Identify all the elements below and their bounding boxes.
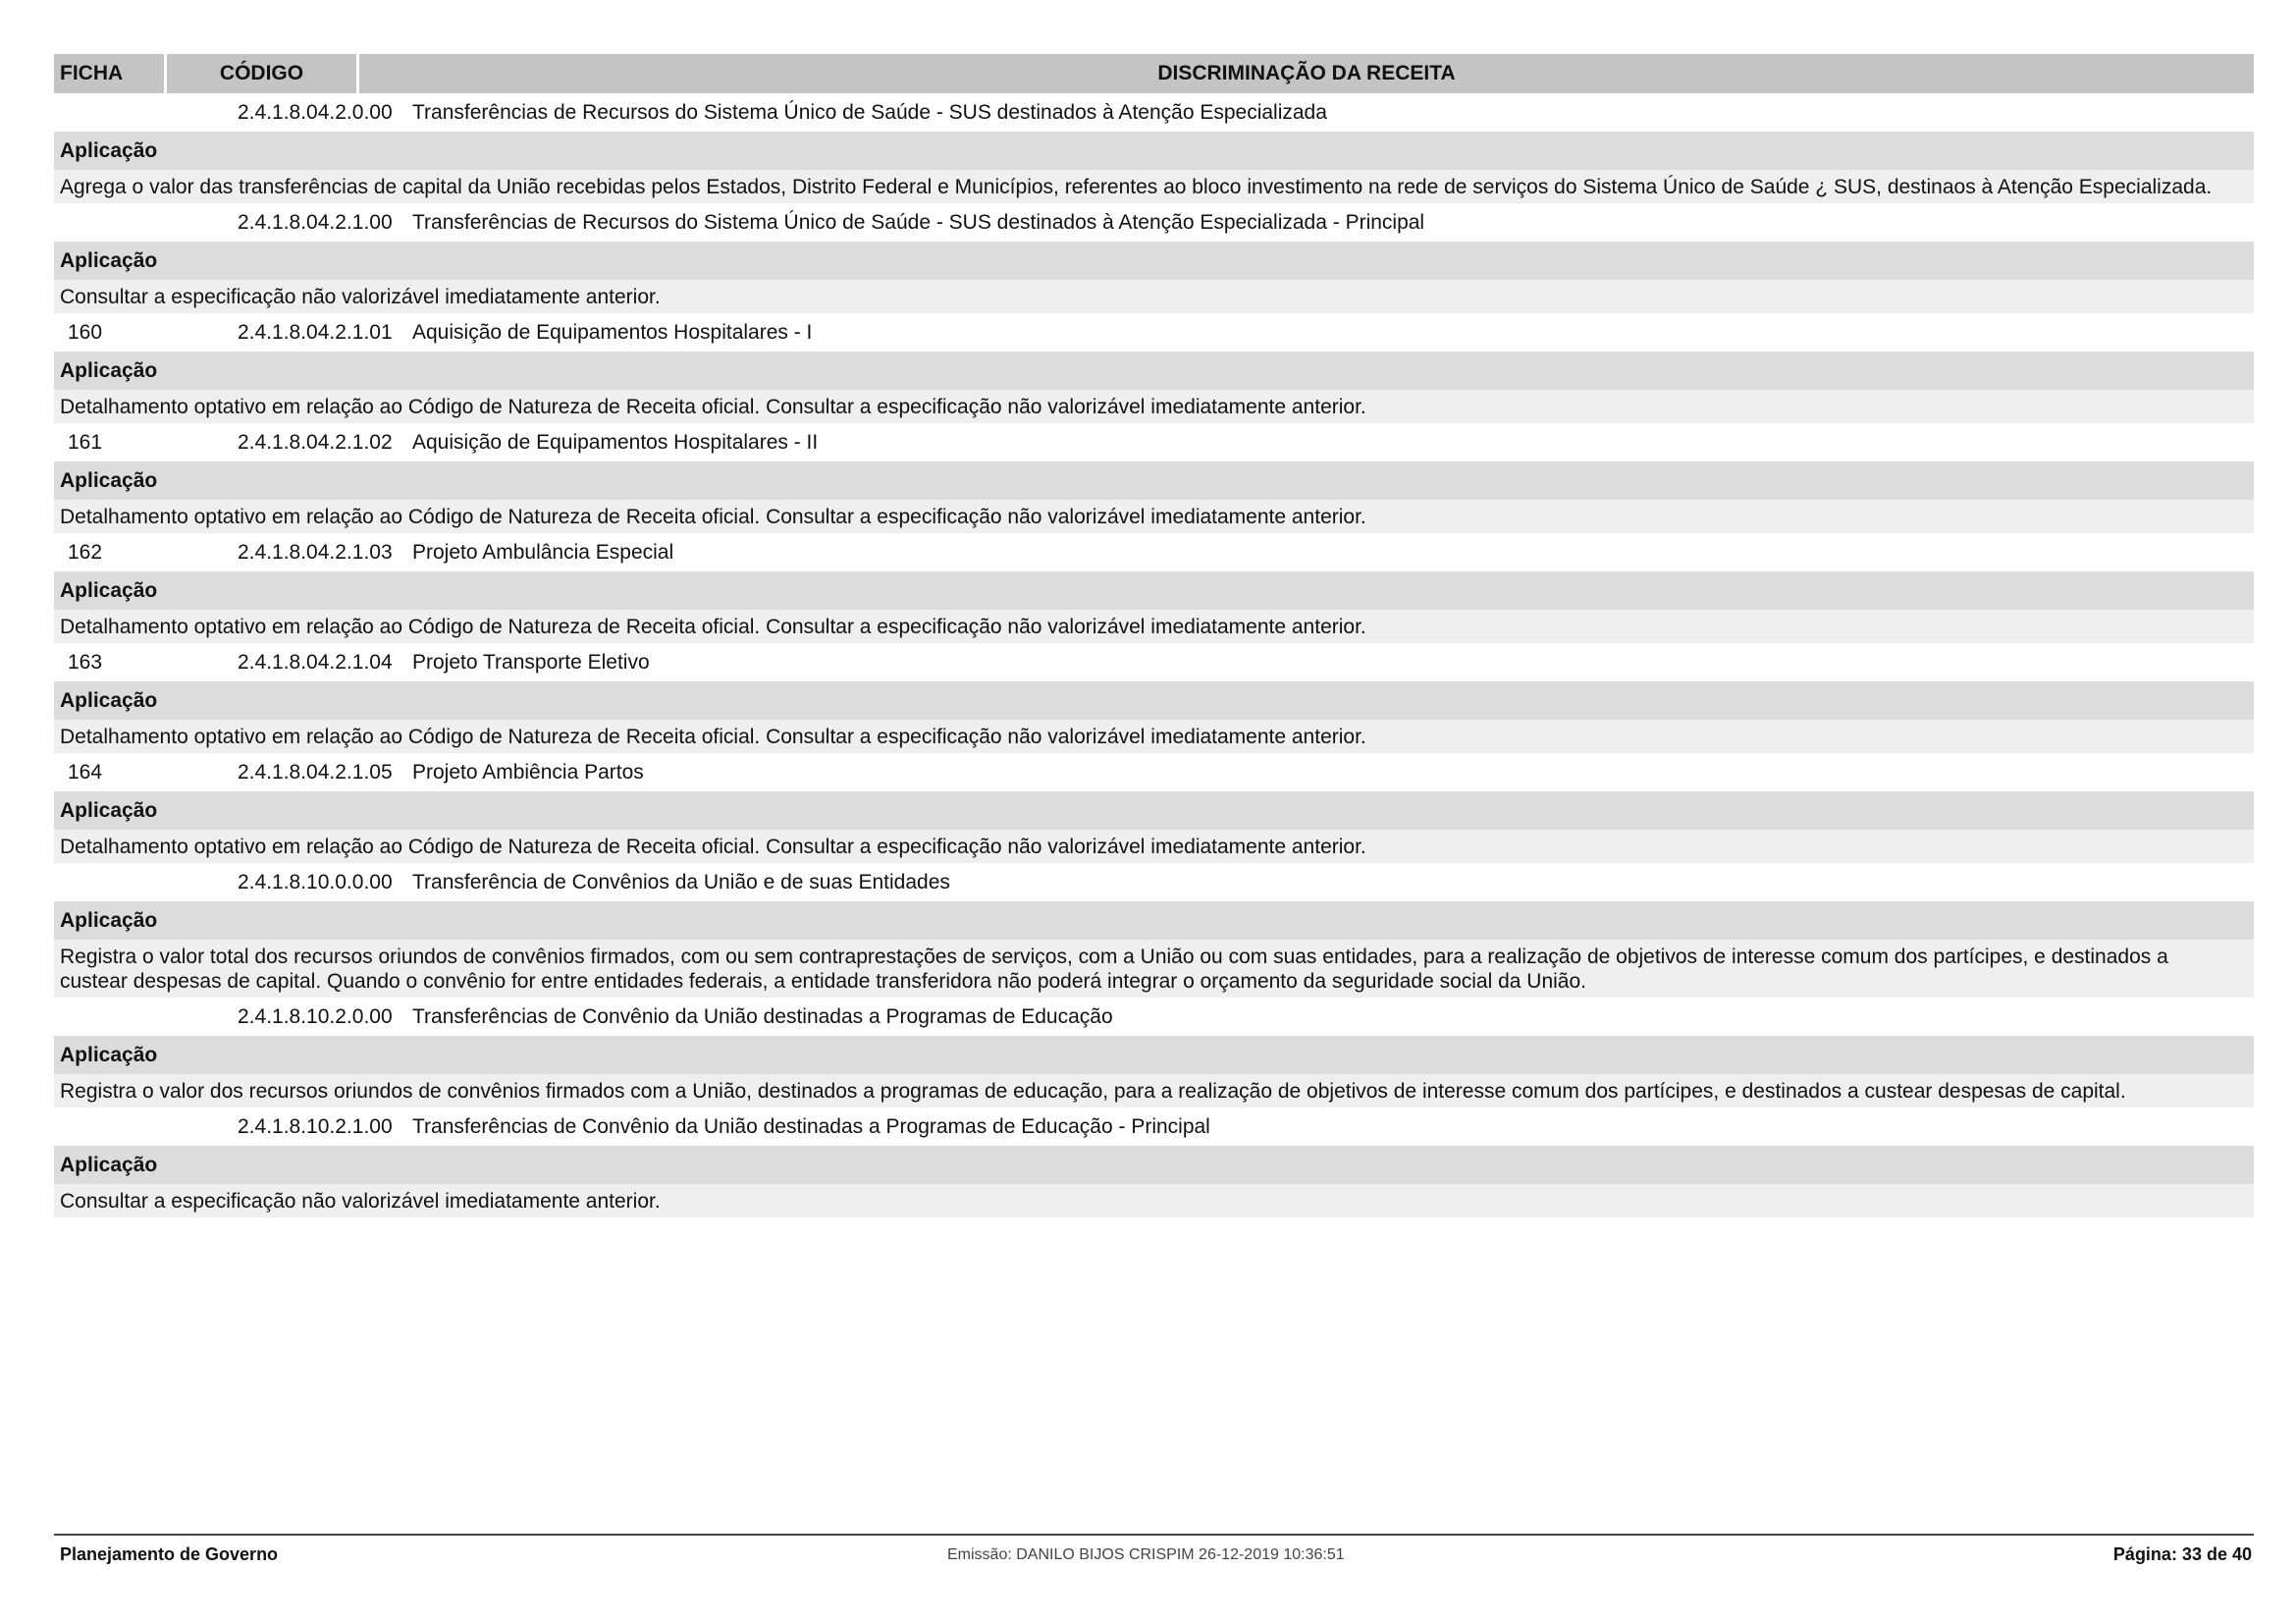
revenue-description: Transferências de Convênio da União destinadas a Programas de Educação - Principal (412, 1114, 1210, 1138)
aplicacao-label: Aplicação (54, 1036, 2254, 1074)
revenue-ficha: 163 (68, 650, 103, 674)
aplicacao-text: Detalhamento optativo em relação ao Código de Natureza de Receita oficial. Consultar a especificação não valorizável imediatamente anterior. (54, 500, 2254, 533)
revenue-row (54, 863, 2254, 901)
aplicacao-text: Consultar a especificação não valorizável imediatamente anterior. (54, 280, 2254, 313)
revenue-row (54, 998, 2254, 1036)
revenue-code: 2.4.1.8.04.2.1.01 (238, 320, 393, 344)
aplicacao-label: Aplicação (54, 791, 2254, 830)
header-discriminacao: DISCRIMINAÇÃO DA RECEITA (1157, 62, 1456, 84)
aplicacao-text: Detalhamento optativo em relação ao Código de Natureza de Receita oficial. Consultar a especificação não valorizável imediatamente anterior. (54, 390, 2254, 423)
aplicacao-label: Aplicação (54, 242, 2254, 280)
revenue-code: 2.4.1.8.04.2.1.04 (238, 650, 393, 674)
footer-emission: Emissão: DANILO BIJOS CRISPIM 26-12-2019 10:36:51 (947, 1546, 1345, 1563)
footer-divider (54, 1534, 2254, 1536)
revenue-description: Projeto Ambulância Especial (412, 540, 674, 564)
revenue-row (54, 423, 2254, 461)
table-body (54, 93, 2254, 1217)
revenue-description: Transferências de Convênio da União destinadas a Programas de Educação (412, 1004, 1113, 1028)
aplicacao-label: Aplicação (54, 1146, 2254, 1184)
revenue-row (54, 533, 2254, 571)
aplicacao-label: Aplicação (54, 352, 2254, 390)
revenue-description: Transferências de Recursos do Sistema Único de Saúde - SUS destinados à Atenção Especializada (412, 100, 1327, 124)
revenue-ficha: 162 (68, 540, 103, 564)
aplicacao-text: Registra o valor total dos recursos oriundos de convênios firmados, com ou sem contraprestações de serviços, com a União ou com suas entidades, para a realização de objetivos de interesse comum dos partícipes, e destinados a custear despesas de capital. Quando o convênio for entre entidades federais, a entidade transferidora não poderá integrar o orçamento da seguridade social da União. (54, 940, 2254, 998)
revenue-row (54, 203, 2254, 242)
table-header (54, 54, 2254, 93)
aplicacao-label: Aplicação (54, 901, 2254, 940)
revenue-ficha: 164 (68, 760, 103, 784)
revenue-row (54, 1108, 2254, 1146)
aplicacao-label: Aplicação (54, 132, 2254, 170)
revenue-code: 2.4.1.8.10.2.1.00 (238, 1114, 393, 1138)
revenue-row (54, 643, 2254, 681)
revenue-row (54, 313, 2254, 352)
revenue-report-table (54, 54, 2254, 1217)
revenue-code: 2.4.1.8.04.2.1.02 (238, 430, 393, 454)
revenue-ficha: 161 (68, 430, 103, 454)
revenue-row (54, 93, 2254, 132)
revenue-code: 2.4.1.8.04.2.0.00 (238, 100, 393, 124)
aplicacao-text: Detalhamento optativo em relação ao Código de Natureza de Receita oficial. Consultar a especificação não valorizável imediatamente anterior. (54, 830, 2254, 863)
aplicacao-label: Aplicação (54, 571, 2254, 610)
header-ficha: FICHA (60, 62, 124, 84)
revenue-description: Transferências de Recursos do Sistema Único de Saúde - SUS destinados à Atenção Especializada - Principal (412, 210, 1425, 234)
revenue-description: Transferência de Convênios da União e de suas Entidades (412, 870, 950, 893)
aplicacao-label: Aplicação (54, 681, 2254, 720)
revenue-code: 2.4.1.8.10.2.0.00 (238, 1004, 393, 1028)
revenue-description: Aquisição de Equipamentos Hospitalares - II (412, 430, 819, 454)
header-codigo: CÓDIGO (164, 54, 359, 93)
aplicacao-text: Detalhamento optativo em relação ao Código de Natureza de Receita oficial. Consultar a especificação não valorizável imediatamente anterior. (54, 720, 2254, 753)
revenue-code: 2.4.1.8.04.2.1.03 (238, 540, 393, 564)
revenue-ficha: 160 (68, 320, 103, 344)
revenue-description: Aquisição de Equipamentos Hospitalares - I (412, 320, 813, 344)
aplicacao-text: Detalhamento optativo em relação ao Código de Natureza de Receita oficial. Consultar a especificação não valorizável imediatamente anterior. (54, 610, 2254, 643)
revenue-description: Projeto Ambiência Partos (412, 760, 644, 784)
revenue-row (54, 753, 2254, 791)
revenue-code: 2.4.1.8.04.2.1.05 (238, 760, 393, 784)
aplicacao-text: Registra o valor dos recursos oriundos de convênios firmados com a União, destinados a programas de educação, para a realização de objetivos de interesse comum dos partícipes, e destinados a custear despesas de capital. (54, 1074, 2254, 1108)
aplicacao-text: Consultar a especificação não valorizável imediatamente anterior. (54, 1184, 2254, 1217)
revenue-code: 2.4.1.8.04.2.1.00 (238, 210, 393, 234)
revenue-description: Projeto Transporte Eletivo (412, 650, 650, 674)
footer-org: Planejamento de Governo (60, 1544, 279, 1564)
footer-page-number: Página: 33 de 40 (2112, 1544, 2252, 1564)
aplicacao-text: Agrega o valor das transferências de capital da União recebidas pelos Estados, Distrito Federal e Municípios, referentes ao bloco investimento na rede de serviços do Sistema Único de Saúde ¿ SUS, destinaos à Atenção Especializada. (54, 170, 2254, 203)
aplicacao-label: Aplicação (54, 461, 2254, 500)
revenue-code: 2.4.1.8.10.0.0.00 (238, 870, 393, 893)
